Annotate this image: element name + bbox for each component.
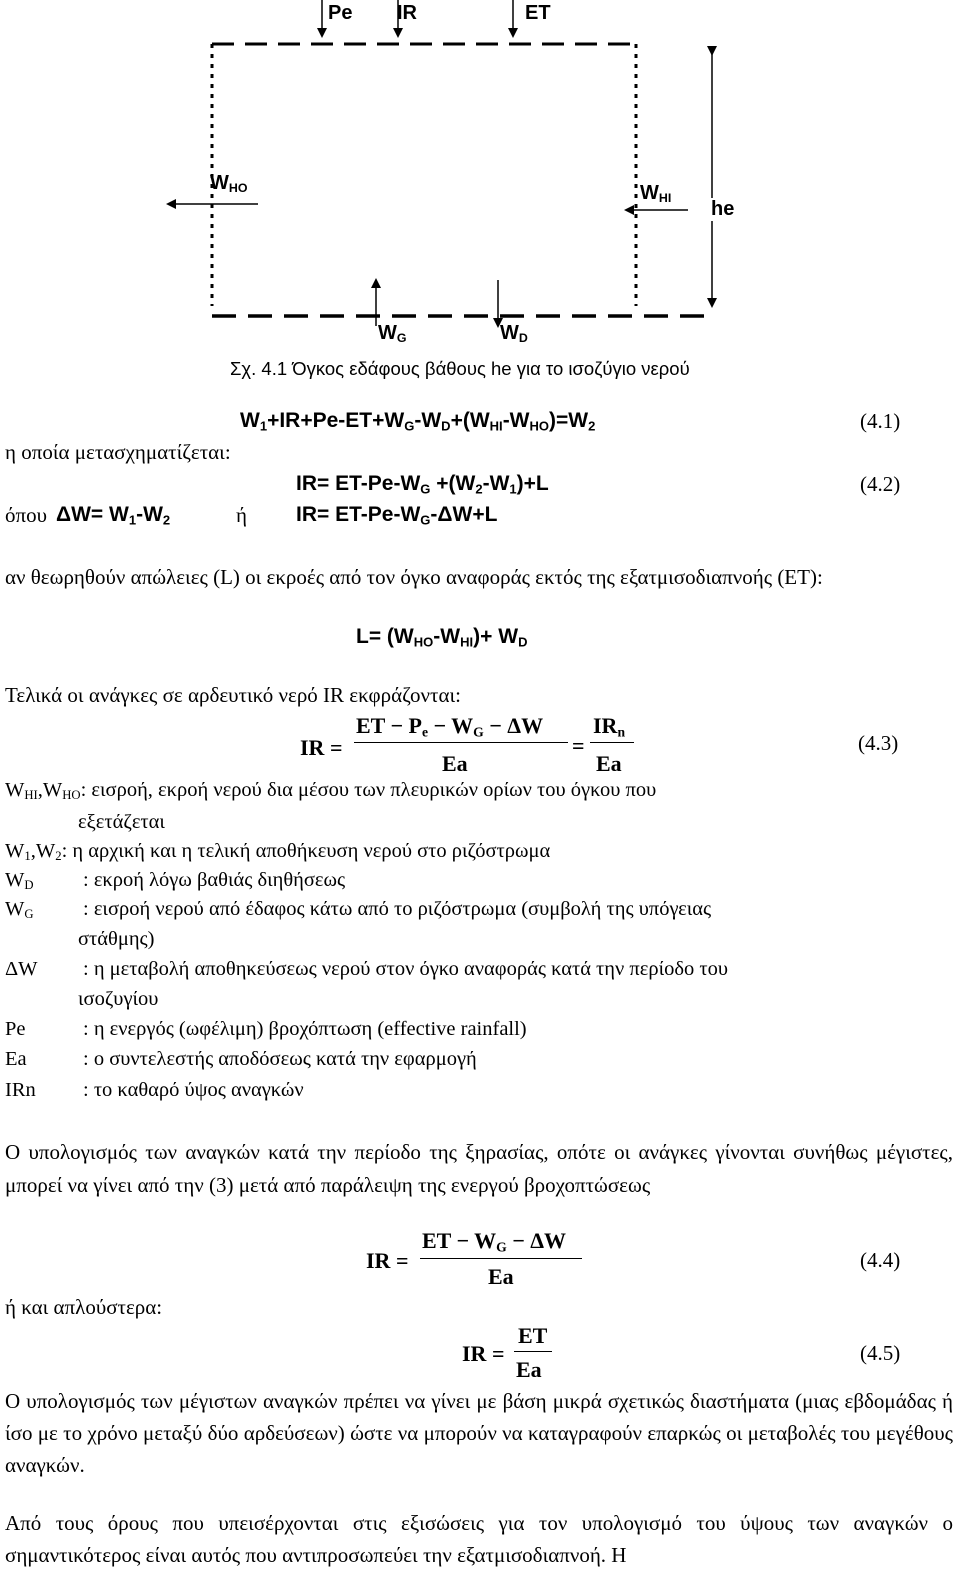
et-label: ET bbox=[525, 2, 551, 24]
definition-symbol: IRn bbox=[5, 1079, 36, 1101]
eq43-numerator: ET − $P_e - W_G - \Delta W$ bbox=[356, 713, 544, 740]
eq44-numerator: ET − $W_G - \Delta W$ bbox=[422, 1228, 567, 1255]
definition-item bbox=[5, 958, 728, 981]
eq43-equals: = bbox=[572, 733, 585, 758]
definition-continuation: στάθμης) bbox=[78, 928, 155, 950]
definition-continuation: εξετάζεται bbox=[78, 811, 165, 833]
who-label: $W_{HO}$ bbox=[210, 172, 248, 196]
definition-text: : ο συντελεστής αποδόσεως κατά την εφαρμογή bbox=[83, 1048, 477, 1070]
definition-symbol: ΔW bbox=[5, 958, 38, 980]
eq43-denominator-2: Ea bbox=[596, 751, 622, 776]
definition-item bbox=[5, 1079, 304, 1102]
final-needs-text: Τελικά οι ανάγκες σε αρδευτικό νερό IR εκφράζονται: bbox=[5, 683, 461, 707]
ir-label: IR bbox=[397, 2, 417, 24]
pe-label: Pe bbox=[328, 2, 353, 24]
terms-paragraph: Από τους όρους που υπεισέρχονται στις εξισώσεις για τον υπολογισμό του ύψους των αναγκών ο σημαντικότερος είναι αυτός που αντιπροσωπεύει την εξατμισοδιαπνοή. Η bbox=[5, 1511, 953, 1567]
eq43-fraction-bar-2 bbox=[590, 742, 634, 743]
eq44-lhs: IR = bbox=[366, 1248, 409, 1273]
eq45-lhs: IR = bbox=[462, 1341, 505, 1366]
definition-text: : εκροή λόγω βαθιάς διηθήσεως bbox=[83, 869, 346, 891]
eq45-fraction-bar bbox=[514, 1351, 552, 1352]
definition-text: : η αρχική και η τελική αποθήκευση νερού στο ριζόστρωμα bbox=[61, 840, 551, 862]
definition-text: : η ενεργός (ωφέλιμη) βροχόπτωση (effective rainfall) bbox=[83, 1018, 527, 1040]
drought-paragraph: Ο υπολογισμός των αναγκών κατά την περίοδο της ξηρασίας, οπότε οι ανάγκες γίνονται συνήθως μέγιστες, μπορεί να γίνει από την (3) μετά από παράλειψη της ενεργού βροχοπτώσεως bbox=[5, 1140, 953, 1197]
he-label: he bbox=[711, 198, 735, 220]
definition-item bbox=[5, 1018, 527, 1041]
eq43-fraction-bar bbox=[354, 742, 568, 743]
equation-4-1-number: (4.1) bbox=[860, 409, 901, 433]
whi-label: $W_{HI}$ bbox=[640, 182, 672, 206]
simpler-text: ή και απλούστερα: bbox=[5, 1295, 163, 1319]
figure-caption: Σχ. 4.1 Όγκος εδάφους βάθους he για το ισοζύγιο νερού bbox=[230, 358, 690, 379]
figure-drawing bbox=[0, 0, 960, 330]
eq44-denominator: Ea bbox=[488, 1264, 514, 1289]
definition-item bbox=[5, 1048, 477, 1071]
wd-label: $W_D$ bbox=[500, 322, 528, 346]
definition-text: : η μεταβολή αποθηκεύσεως νερού στον όγκο αναφοράς κατά την περίοδο του bbox=[83, 958, 729, 980]
equation-4-3-number: (4.3) bbox=[858, 731, 899, 755]
eq43-lhs: IR = bbox=[300, 735, 343, 760]
definition-item bbox=[5, 898, 711, 922]
eq45-denominator: Ea bbox=[516, 1357, 542, 1382]
equation-l: $L= (W_{HO}-W_{HI})+ W_D$ bbox=[356, 625, 528, 650]
equation-4-5-number: (4.5) bbox=[860, 1341, 901, 1365]
definition-symbol: $W_{HI},W_{HO}$ bbox=[5, 779, 81, 803]
wg-label: $W_G$ bbox=[378, 322, 407, 346]
losses-paragraph: αν θεωρηθούν απώλειες (L) οι εκροές από τον όγκο αναφοράς εκτός της εξατμισοδιαπνοής (ET): bbox=[5, 565, 823, 589]
equation-4-1: $W_1+IR+Pe-ET+W_G-W_D+(W_{HI}-W_{HO})=W_2$ bbox=[240, 409, 596, 434]
equation-4-2-number: (4.2) bbox=[860, 472, 901, 496]
equation-4-2: $IR= ET-Pe-W_G +(W_2-W_1)+L$ bbox=[296, 472, 549, 497]
intervals-paragraph: Ο υπολογισμός των μέγιστων αναγκών πρέπει να γίνει με βάση μικρά σχετικώς διαστήματα (μιας εβδομάδας ή ίσο με το χρόνο μεταξύ δύο αρδεύσεων) ώστε να μπορούν να καταγραφούν επαρκώς οι μεταβολές του μεγέθους αναγκών. bbox=[5, 1389, 953, 1477]
definition-text: : εισροή, εκροή νερού δια μέσου των πλευρικών ορίων του όγκου που bbox=[80, 779, 657, 801]
definition-symbol: Ea bbox=[5, 1048, 27, 1070]
eq45-numerator: ET bbox=[518, 1323, 548, 1348]
or-word: ή bbox=[236, 503, 247, 527]
definition-item bbox=[5, 869, 345, 893]
equation-ir-delta-w: $IR= ET-Pe-W_G-\Delta W+L$ bbox=[296, 503, 498, 528]
delta-w-prefix: όπου bbox=[5, 503, 47, 527]
transform-text: η οποία μετασχηματίζεται: bbox=[5, 440, 231, 464]
definition-symbol: $W_G$ bbox=[5, 898, 34, 922]
definition-symbol: $W_D$ bbox=[5, 869, 34, 893]
definition-text: : εισροή νερού από έδαφος κάτω από το ριζόστρωμα (συμβολή της υπόγειας bbox=[83, 898, 712, 920]
definition-symbol: $W_1,W_2$ bbox=[5, 840, 62, 864]
eq44-fraction-bar bbox=[420, 1258, 582, 1259]
definition-continuation: ισοζυγίου bbox=[78, 988, 159, 1010]
definition-item bbox=[5, 840, 550, 864]
definition-item bbox=[5, 779, 656, 803]
eq43-denominator: Ea bbox=[442, 751, 468, 776]
eq43-numerator-2: $IR_n$ bbox=[593, 713, 626, 740]
definition-symbol: Pe bbox=[5, 1018, 26, 1040]
equation-4-4-number: (4.4) bbox=[860, 1248, 901, 1272]
delta-w-definition: $\Delta W= W_1-W_2$ bbox=[56, 503, 171, 528]
definition-text: : το καθαρό ύψος αναγκών bbox=[83, 1079, 304, 1101]
